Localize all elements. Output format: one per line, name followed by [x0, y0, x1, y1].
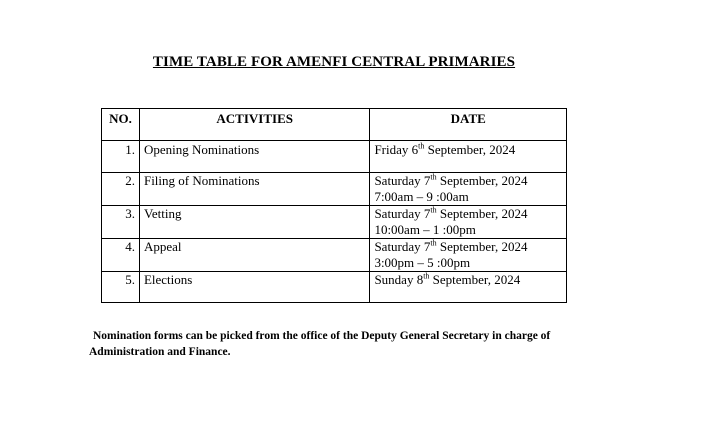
- row-time: 10:00am – 1 :00pm: [374, 222, 476, 237]
- header-activities: ACTIVITIES: [139, 109, 369, 141]
- row-number: 5.: [102, 272, 140, 303]
- row-number: 3.: [102, 206, 140, 239]
- row-time: 7:00am – 9 :00am: [374, 189, 469, 204]
- row-activity: Opening Nominations: [139, 141, 369, 173]
- table-header-row: [102, 109, 567, 141]
- nomination-note: Nomination forms can be picked from the office of the Deputy General Secretary in charge of Administration and Finance.: [89, 330, 551, 358]
- table-row: [102, 239, 567, 272]
- row-activity: Appeal: [139, 239, 369, 272]
- row-number: 1.: [102, 141, 140, 173]
- table-row: [102, 272, 567, 303]
- table-row: [102, 206, 567, 239]
- row-date: Saturday 7th September, 2024 7:00am – 9 :00am: [370, 173, 567, 206]
- row-activity: Vetting: [139, 206, 369, 239]
- page-title: TIME TABLE FOR AMENFI CENTRAL PRIMARIES: [152, 54, 516, 70]
- row-time: 3:00pm – 5 :00pm: [374, 255, 471, 270]
- row-activity: Filing of Nominations: [139, 173, 369, 206]
- row-date: Saturday 7th September, 2024 3:00pm – 5 :00pm: [370, 239, 567, 272]
- header-date: DATE: [370, 109, 567, 141]
- row-activity: Elections: [139, 272, 369, 303]
- table-row: [102, 173, 567, 206]
- header-no: NO.: [102, 109, 140, 141]
- row-date: Sunday 8th September, 2024: [370, 272, 567, 303]
- timetable: [101, 108, 567, 303]
- row-number: 2.: [102, 173, 140, 206]
- row-date: Friday 6th September, 2024: [370, 141, 567, 173]
- row-date: Saturday 7th September, 2024 10:00am – 1 :00pm: [370, 206, 567, 239]
- table-row: [102, 141, 567, 173]
- row-number: 4.: [102, 239, 140, 272]
